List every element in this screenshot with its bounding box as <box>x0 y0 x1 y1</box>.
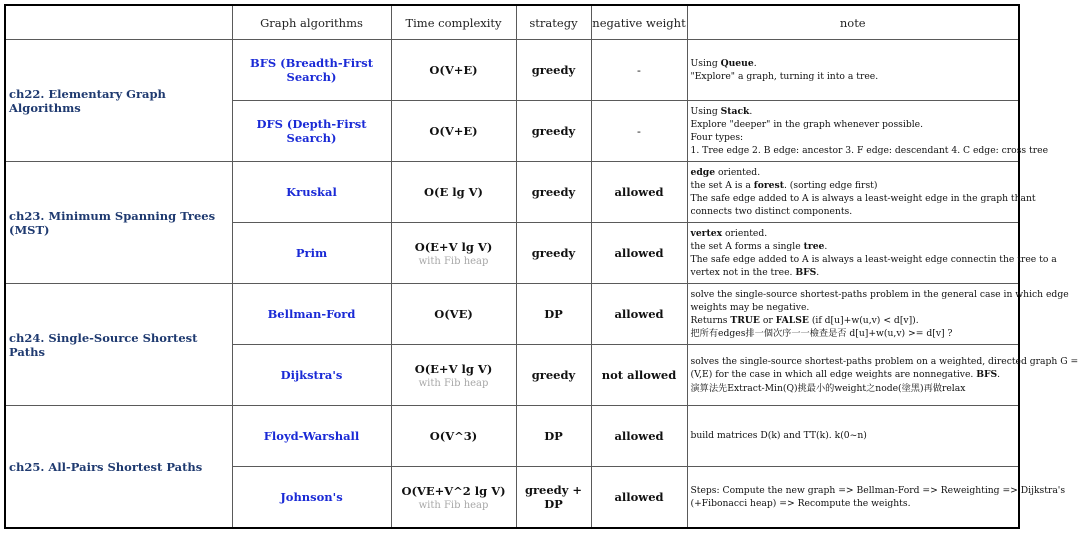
header-strategy: strategy <box>516 5 591 40</box>
table-row <box>5 406 1019 467</box>
note-text: . (sorting edge first) <box>783 179 878 191</box>
note-line <box>691 368 1016 381</box>
note-keyword: vertex <box>690 227 723 239</box>
negative-weight: allowed <box>591 406 687 467</box>
note-line <box>691 327 1016 340</box>
note-line <box>691 429 1016 442</box>
negative-weight: allowed <box>591 467 687 529</box>
table-row <box>5 40 1019 101</box>
complexity-note: with Fib heap <box>418 377 489 389</box>
note-text: 把所有edges排一個次序一一檢查是否 d[u]+w(u,v) >= d[v] ? <box>690 328 953 340</box>
negative-weight: - <box>591 101 687 162</box>
algorithm-name: Prim <box>232 223 391 284</box>
note-keyword: FALSE <box>775 315 809 326</box>
algorithm-name: Johnson's <box>232 467 391 529</box>
note-text: oriented. <box>722 227 768 239</box>
note-line <box>691 301 1016 314</box>
note-line <box>690 192 1036 205</box>
note <box>687 40 1019 101</box>
note-text: 1. Tree edge 2. B edge: ancestor 3. F edge: descendant 4. C edge: cross tree <box>690 145 1049 157</box>
note-line <box>690 484 1066 497</box>
algorithm-name: Bellman-Ford <box>232 284 391 345</box>
note-keyword: BFS <box>795 267 817 279</box>
strategy: greedy <box>516 101 591 162</box>
time-complexity-cell <box>391 40 516 101</box>
strategy: greedy <box>516 162 591 223</box>
time-complexity-cell <box>391 101 516 162</box>
note-text: (+Fibonacci heap) => Recompute the weights. <box>690 498 911 509</box>
time-complexity-cell <box>391 467 516 529</box>
note-keyword: BFS <box>976 369 998 381</box>
negative-weight: allowed <box>591 223 687 284</box>
note-text: the set A is a <box>690 179 754 191</box>
time-complexity: O(E+V lg V) <box>414 239 493 254</box>
chapter-title: ch22. Elementary Graph Algorithms <box>5 40 232 162</box>
header-complexity: Time complexity <box>391 5 516 40</box>
note-text: solves the single-source shortest-paths problem on a weighted, directed graph G = <box>690 356 1078 368</box>
note <box>687 284 1069 345</box>
note-text: Using <box>690 57 721 69</box>
time-complexity: O(E lg V) <box>423 185 483 199</box>
note <box>687 162 1036 223</box>
note-text: oriented. <box>715 166 761 178</box>
graph-algorithms-table <box>4 4 1078 529</box>
note-text: 演算法先Extract-Min(Q)挑最小的weight之node(塗黑)再做relax <box>690 382 966 394</box>
header-note: note <box>687 5 1019 40</box>
note-text: . <box>749 105 753 117</box>
note-line <box>691 497 1016 510</box>
note <box>687 406 1019 467</box>
strategy: greedy <box>516 40 591 101</box>
time-complexity-cell <box>391 345 516 406</box>
time-complexity: O(V+E) <box>429 63 478 77</box>
note-text: Explore "deeper" in the graph whenever possible. <box>690 118 924 130</box>
note-keyword: edge <box>690 166 716 178</box>
note-text: (if d[u]+w(u,v) < d[v]). <box>808 315 919 326</box>
header-chapter <box>5 5 232 40</box>
note-text: or <box>759 315 776 326</box>
note-text: build matrices D(k) and TT(k). k(0~n) <box>690 430 867 442</box>
header-negative-weight: negative weight <box>591 5 687 40</box>
note-line <box>690 253 1057 266</box>
note-text: . <box>753 57 757 69</box>
note-line <box>691 382 1016 395</box>
strategy: DP <box>516 284 591 345</box>
time-complexity: O(V+E) <box>429 124 478 138</box>
chapter-title: ch24. Single-Source Shortest Paths <box>5 284 232 406</box>
note-line <box>691 179 1016 192</box>
header-row <box>5 5 1019 40</box>
note-line <box>691 166 1016 179</box>
algorithm-name: Dijkstra's <box>232 345 391 406</box>
note-text: Returns <box>690 315 731 326</box>
time-complexity-cell <box>391 223 516 284</box>
header-algorithm: Graph algorithms <box>232 5 391 40</box>
note-line <box>690 355 1078 368</box>
note-line <box>691 70 1016 83</box>
note-text: weights may be negative. <box>690 301 810 313</box>
note-text: vertex not in the tree. <box>690 267 796 279</box>
note-text: The safe edge added to A is always a least-weight edge in the graph thant <box>690 193 1036 204</box>
note-line <box>691 314 1016 327</box>
note-line <box>691 131 1016 144</box>
algorithm-name: Floyd-Warshall <box>232 406 391 467</box>
note-line <box>691 240 1016 253</box>
negative-weight: - <box>591 40 687 101</box>
note <box>687 101 1049 162</box>
table-row <box>5 162 1019 223</box>
note-line <box>690 288 1069 301</box>
chapter-title: ch23. Minimum Spanning Trees (MST) <box>5 162 232 284</box>
note-line <box>691 266 1016 279</box>
note-line <box>691 118 1016 131</box>
note-keyword: Stack <box>720 105 750 117</box>
chapter-title: ch25. All-Pairs Shortest Paths <box>5 406 232 529</box>
note <box>687 223 1057 284</box>
note-keyword: TRUE <box>730 315 760 326</box>
strategy: greedy <box>516 223 591 284</box>
note-keyword: tree <box>803 240 825 252</box>
note-text: . <box>997 369 1001 381</box>
algorithm-name: Kruskal <box>232 162 391 223</box>
note-line <box>690 144 1049 157</box>
strategy: greedy + DP <box>516 467 591 529</box>
note-text: . <box>816 267 820 279</box>
negative-weight: allowed <box>591 284 687 345</box>
algorithm-name: BFS (Breadth-First Search) <box>232 40 391 101</box>
algorithm-name: DFS (Depth-First Search) <box>232 101 391 162</box>
negative-weight: allowed <box>591 162 687 223</box>
note-keyword: forest <box>753 179 784 191</box>
complexity-note: with Fib heap <box>418 255 489 267</box>
note <box>687 467 1066 529</box>
note-text: "Explore" a graph, turning it into a tree. <box>690 71 879 82</box>
note-line <box>691 227 1016 240</box>
note-line <box>691 57 1016 70</box>
note-text: (V,E) for the case in which all edge weights are nonnegative. <box>690 369 977 381</box>
time-complexity: O(E+V lg V) <box>414 361 493 376</box>
strategy: DP <box>516 406 591 467</box>
negative-weight: not allowed <box>591 345 687 406</box>
note-text: Using <box>690 105 721 117</box>
note-line <box>691 105 1016 118</box>
note-line <box>691 205 1016 218</box>
time-complexity: O(VE) <box>434 307 473 321</box>
table-row <box>5 284 1019 345</box>
note-text: the set A forms a single <box>690 240 804 252</box>
time-complexity-cell <box>391 406 516 467</box>
time-complexity: O(V^3) <box>429 429 478 443</box>
note-keyword: Queue <box>720 57 754 69</box>
note-text: The safe edge added to A is always a least-weight edge connectin the tree to a <box>690 254 1057 265</box>
note <box>687 345 1078 406</box>
note-text: connects two distinct components. <box>690 206 853 218</box>
note-text: solve the single-source shortest-paths problem in the general case in which edge <box>690 288 1069 300</box>
note-text: Four types: <box>690 132 744 143</box>
note-text: Steps: Compute the new graph => Bellman-Ford => Reweighting => Dijkstra's <box>690 484 1066 496</box>
time-complexity: O(VE+V^2 lg V) <box>401 483 506 498</box>
note-text: . <box>824 240 828 252</box>
strategy: greedy <box>516 345 591 406</box>
time-complexity-cell <box>391 284 516 345</box>
complexity-note: with Fib heap <box>418 499 489 511</box>
time-complexity-cell <box>391 162 516 223</box>
